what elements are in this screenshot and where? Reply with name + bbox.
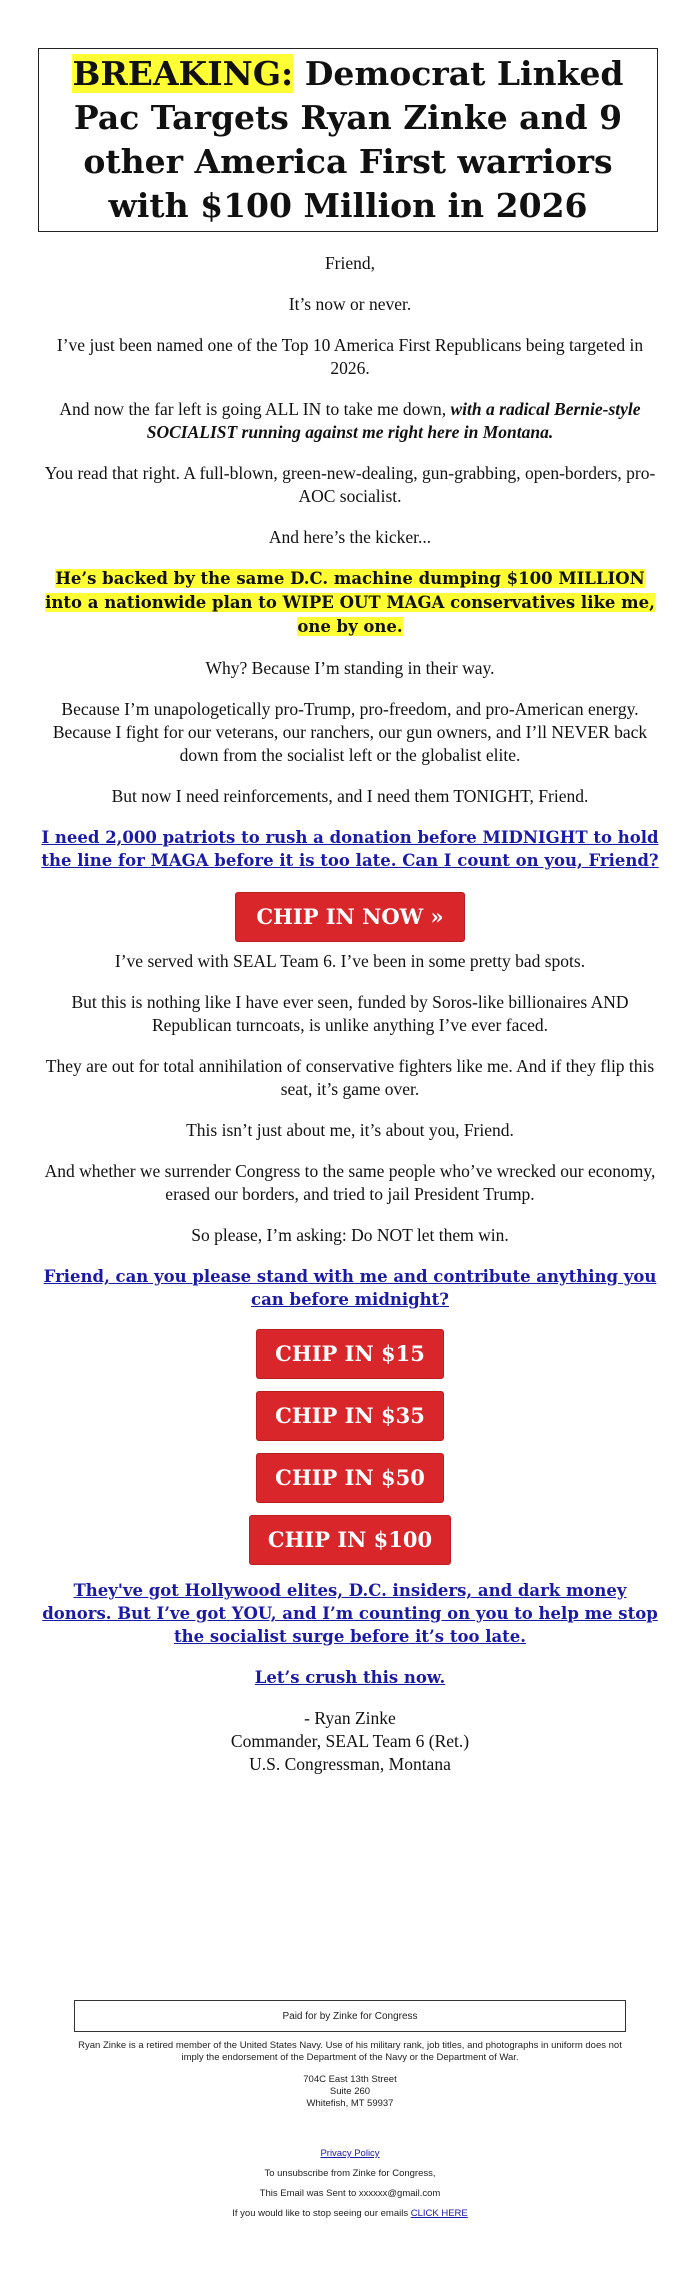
sent-to-text: This Email was Sent to xxxxxx@gmail.com [259,2188,441,2199]
donation-link-1[interactable]: I need 2,000 patriots to rush a donation before MIDNIGHT to hold the line for MAGA before it is too late. Can I count on you, Friend? [41,828,659,870]
letter-body [40,252,660,1776]
stop-emails-line [70,2208,630,2220]
headline-box [38,48,658,232]
paragraph-13: They are out for total annihilation of conservative fighters like me. And if they flip this seat, it’s game over. [45,1056,655,1099]
paragraph-8: Because I’m unapologetically pro-Trump, pro-freedom, and pro-American energy. [61,699,639,719]
paragraph-3-text: And now the far left is going ALL IN to take me down, [59,399,451,419]
donation-link-3[interactable]: They've got Hollywood elites, D.C. insiders, and dark money donors. But I’ve got YOU, and I’m counting on you to help me stop the socialist surge before it’s too late. [42,1581,658,1646]
chip-in-now-wrap [40,890,660,942]
signature [40,1707,660,1776]
stop-emails-text: If you would like to stop seeing our emails [232,2208,411,2219]
paragraph-3 [40,398,660,444]
paragraph-4: You read that right. A full-blown, green-new-dealing, gun-grabbing, open-borders, pro-AOC socialist. [44,463,656,506]
greeting: Friend, [324,253,376,273]
paragraph-7: Why? Because I’m standing in their way. [205,658,495,678]
chip-in-50-button[interactable]: CHIP IN $50 [256,1453,444,1503]
headline-text: Democrat Linked Pac Targets Ryan Zinke and 9 other America First warriors with $100 Million in 2026 [73,54,624,225]
paragraph-1: It’s now or never. [288,294,412,314]
chip-in-15-button[interactable]: CHIP IN $15 [256,1329,444,1379]
footer [70,2040,630,2228]
paragraph-15: And whether we surrender Congress to the same people who’ve wrecked our economy, erased our borders, and tried to jail President Trump. [44,1161,656,1204]
click-here-link[interactable]: CLICK HERE [410,2208,468,2219]
chip-in-35-button[interactable]: CHIP IN $35 [256,1391,444,1441]
unsubscribe-text: To unsubscribe from Zinke for Congress, [264,2168,436,2179]
signature-name: - Ryan Zinke [304,1708,396,1728]
footer-links [70,2148,630,2220]
paragraph-5: And here’s the kicker... [268,527,432,547]
headline [39,52,657,228]
paragraph-11: I’ve served with SEAL Team 6. I’ve been in some pretty bad spots. [114,951,586,971]
paragraph-10: But now I need reinforcements, and I need them TONIGHT, Friend. [111,786,589,806]
paragraph-2: I’ve just been named one of the Top 10 America First Republicans being targeted in 2026. [56,335,644,378]
donation-link-2[interactable]: Friend, can you please stand with me and contribute anything you can before midnight? [43,1267,657,1309]
donation-button-stack [40,1329,660,1565]
chip-in-now-button[interactable]: CHIP IN NOW » [235,892,464,942]
disclaimer: Ryan Zinke is a retired member of the United States Navy. Use of his military rank, job titles, and photographs in uniform does not imply the endorsement of the Department of the Navy or the Department of War. [78,2040,622,2063]
paid-for-box [74,2000,626,2032]
address-line-1: 704C East 13th Street [303,2074,397,2085]
signature-title-1: Commander, SEAL Team 6 (Ret.) [230,1731,470,1751]
address-line-2: Suite 260 [329,2086,371,2097]
paragraph-9: Because I fight for our veterans, our ranchers, our gun owners, and I’ll NEVER back down from the socialist left or the globalist elite. [52,722,648,765]
paid-for-text: Paid for by Zinke for Congress [282,2010,418,2022]
paragraph-14: This isn’t just about me, it’s about you, Friend. [186,1120,514,1140]
address-line-3: Whitefish, MT 59937 [306,2098,394,2109]
chip-in-100-button[interactable]: CHIP IN $100 [249,1515,451,1565]
paragraph-3-emphasis: with a radical Bernie-style SOCIALIST running against me right here in Montana. [146,399,641,442]
paragraph-12: But this is nothing like I have ever seen, funded by Soros-like billionaires AND Republican turncoats, is unlike anything I’ve ever faced. [71,992,629,1035]
donation-link-4[interactable]: Let’s crush this now. [254,1668,446,1687]
headline-breaking: BREAKING: [72,54,294,93]
address [70,2074,630,2110]
highlighted-statement: He’s backed by the same D.C. machine dumping $100 MILLION into a nationwide plan to WIPE OUT MAGA conservatives like me, one by one. [45,569,655,636]
privacy-policy-link[interactable]: Privacy Policy [320,2148,380,2159]
paragraph-6 [40,567,660,639]
paragraph-16: So please, I’m asking: Do NOT let them win. [191,1225,509,1245]
signature-title-2: U.S. Congressman, Montana [249,1754,451,1774]
